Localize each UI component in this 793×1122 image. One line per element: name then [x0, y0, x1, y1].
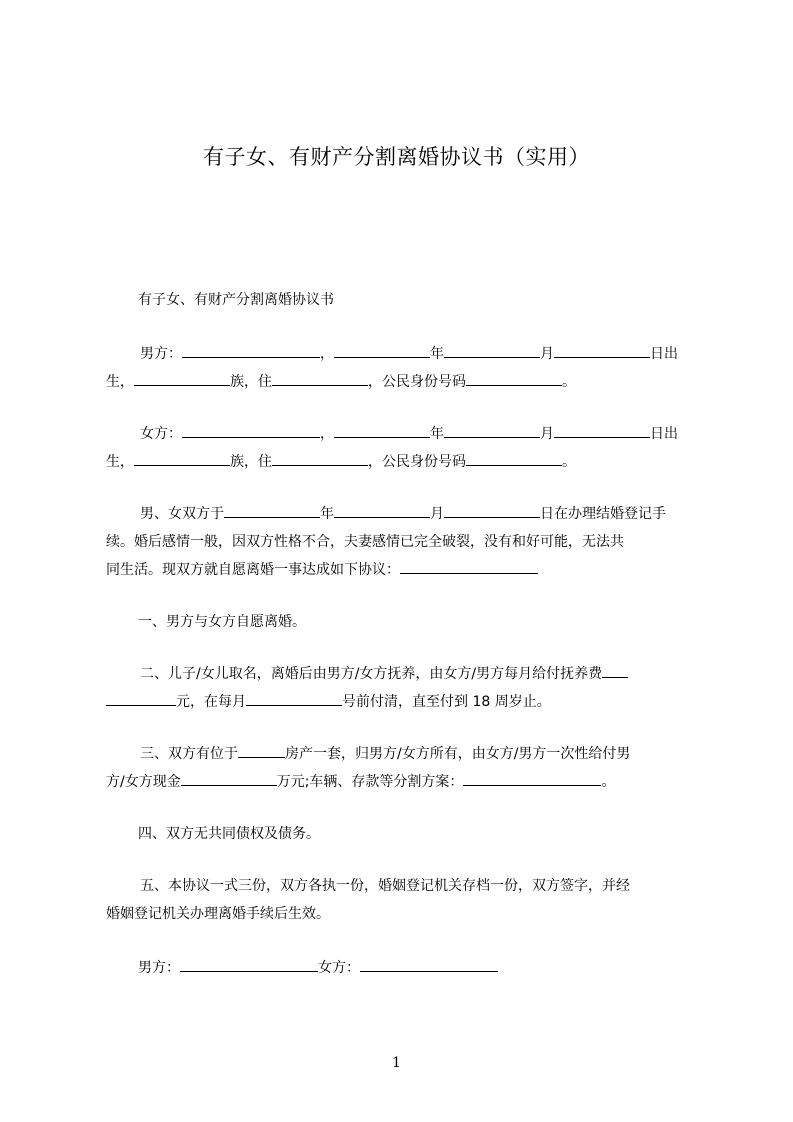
marriage-year-blank[interactable]: [224, 502, 320, 518]
subtitle: 有子女、有财产分割离婚协议书: [138, 292, 334, 308]
male-name-blank[interactable]: [182, 342, 320, 358]
support-amount-blank-b[interactable]: [106, 690, 176, 706]
female-birth-year-blank[interactable]: [334, 422, 430, 438]
marriage-line1: 男、女双方于 年 月 日在办理结婚登记手: [106, 501, 702, 527]
male-id-number-blank[interactable]: [466, 370, 562, 386]
marriage-month-blank[interactable]: [334, 502, 430, 518]
marriage-line2: 续。婚后感情一般，因双方性格不合，夫妻感情已完全破裂，没有和好可能，无法共: [106, 534, 624, 550]
female-birth-month-blank[interactable]: [444, 422, 540, 438]
clause-5-line1: 五、本协议一式三份，双方各执一份，婚姻登记机关存档一份，双方签字，并经: [140, 878, 630, 894]
female-address-blank[interactable]: [272, 450, 368, 466]
female-info-line1: 女方： ， 年 月 日出: [106, 421, 702, 447]
payment-day-blank[interactable]: [246, 690, 342, 706]
male-info-line2: 生， 族，住 ，公民身份号码 。: [106, 369, 702, 395]
male-label: 男方：: [140, 346, 182, 362]
male-info-line1: 男方： ， 年 月 日出: [106, 341, 702, 367]
male-ethnicity-blank[interactable]: [134, 370, 230, 386]
clause-1: 一、男方与女方自愿离婚。: [138, 614, 306, 630]
agreement-blank[interactable]: [400, 558, 538, 574]
female-id-number-blank[interactable]: [466, 450, 562, 466]
male-signature-label: 男方：: [138, 960, 180, 976]
female-name-blank[interactable]: [182, 422, 320, 438]
male-birth-month-blank[interactable]: [444, 342, 540, 358]
property-location-blank[interactable]: [238, 742, 285, 758]
male-birth-year-blank[interactable]: [334, 342, 430, 358]
marriage-day-blank[interactable]: [444, 502, 540, 518]
female-ethnicity-blank[interactable]: [134, 450, 230, 466]
clause-2-line2: 元，在每月 号前付清，直至付到 18 周岁止。: [106, 689, 702, 715]
clause-3-line1: 三、双方有位于 房产一套，归男方/女方所有，由女方/男方一次性给付男: [106, 741, 702, 767]
female-info-line2: 生， 族，住 ，公民身份号码 。: [106, 449, 702, 475]
clause-5-line2: 婚姻登记机关办理离婚手续后生效。: [106, 906, 330, 922]
female-birth-day-blank[interactable]: [554, 422, 650, 438]
page-number: 1: [392, 1055, 401, 1071]
clause-3-line2: 方/女方现金 万元;车辆、存款等分割方案： 。: [106, 769, 702, 795]
asset-split-blank[interactable]: [463, 770, 601, 786]
clause-4: 四、双方无共同债权及债务。: [138, 826, 320, 842]
support-amount-blank-a[interactable]: [602, 662, 628, 678]
female-label: 女方：: [140, 426, 182, 442]
document-title: 有子女、有财产分割离婚协议书（实用）: [203, 145, 590, 169]
marriage-line3: 同生活。现双方就自愿离婚一事达成如下协议：: [106, 557, 702, 583]
female-signature-blank[interactable]: [360, 956, 498, 972]
male-birth-day-blank[interactable]: [554, 342, 650, 358]
clause-2-line1: 二、儿子/女儿取名，离婚后由男方/女方抚养，由女方/男方每月给付抚养费: [106, 661, 702, 687]
female-signature-label: 女方：: [318, 960, 360, 976]
male-signature-blank[interactable]: [180, 956, 318, 972]
signature-line: [138, 955, 734, 981]
cash-amount-blank[interactable]: [181, 770, 277, 786]
male-address-blank[interactable]: [272, 370, 368, 386]
